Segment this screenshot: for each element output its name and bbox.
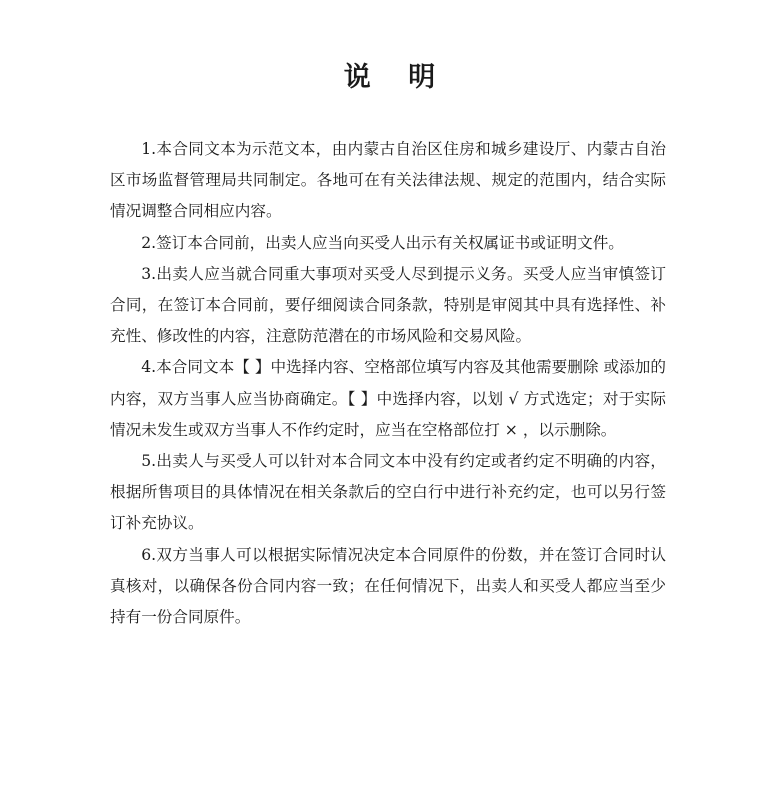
paragraph-1: 1.本合同文本为示范文本，由内蒙古自治区住房和城乡建设厅、内蒙古自治区市场监督管理局共同制定。各地可在有关法律法规、规定的范围内，结合实际情况调整合同相应内容。 <box>110 140 666 221</box>
paragraph-3: 3.出卖人应当就合同重大事项对买受人尽到提示义务。买受人应当审慎签订合同，在签订本合同前，要仔细阅读合同条款，特别是审阅其中具有选择性、补充性、修改性的内容，注意防范潜在的市场风险和交易风险。 <box>110 264 666 346</box>
paragraph-2: 2.签订本合同前，出卖人应当向买受人出示有关权属证书或证明文件。 <box>141 233 624 252</box>
page-title: 说 明 <box>343 62 436 93</box>
paragraph-6: 6.双方当事人可以根据实际情况决定本合同原件的份数，并在签订合同时认真核对，以确保各份合同内容一致；在任何情况下，出卖人和买受人都应当至少持有一份合同原件。 <box>110 545 666 627</box>
document-body <box>110 134 666 633</box>
paragraph-4: 4.本合同文本【 】中选择内容、空格部位填写内容及其他需要删除 或添加的内容，双方当事人应当协商确定。【 】中选择内容，以划 √ 方式选定；对于实际情况未发生或双方当事人不作约定时，应当在空格部位打 × ，以示删除。 <box>110 358 666 439</box>
paragraph-5: 5.出卖人与买受人可以针对本合同文本中没有约定或者约定不明确的内容，根据所售项目的具体情况在相关条款后的空白行中进行补充约定，也可以另行签订补充协议。 <box>110 452 666 533</box>
